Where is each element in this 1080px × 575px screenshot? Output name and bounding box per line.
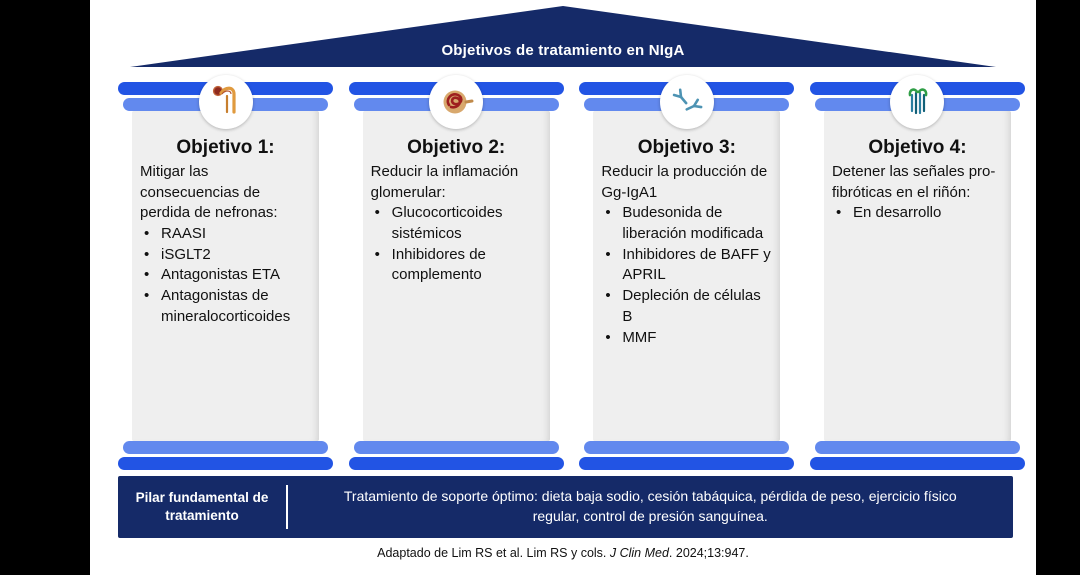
pillar-body [593,111,780,441]
pillar-heading: Objetivo 4: [868,137,967,158]
pillar-base [810,441,1025,470]
bullet-item: • Inhibidores de BAFF y APRIL [601,245,772,286]
base-bar-light [123,441,328,454]
pillar-base [118,441,333,470]
pillar-body [132,111,319,441]
pillar-body [824,111,1011,441]
pillar-base [349,441,564,470]
pillar-bullet-list [832,203,1003,224]
bullet-item: • Depleción de células B [601,286,772,327]
bullet-item: • iSGLT2 [140,245,311,266]
bullet-item: • En desarrollo [832,203,1003,224]
pillar-intro: Detener las señales pro-fibróticas en el riñón: [831,163,996,201]
pillar-heading: Objetivo 2: [407,137,506,158]
foundation-bar [118,476,1013,538]
slide-canvas [90,0,1036,575]
foundation-label: Pilar fundamental de tratamiento [135,489,269,523]
pillar-body [363,111,550,441]
pillar-intro: Mitigar las consecuencias de perdida de nefronas: [140,163,278,222]
base-bar-dark [118,457,333,470]
citation-journal: J Clin Med [609,546,669,560]
pillar-bullet-list [140,224,311,327]
page-title: Objetivos de tratamiento en NIgA [441,42,685,59]
pillar-bullet-list [371,203,542,286]
pillar-base [579,441,794,470]
pillar-heading: Objetivo 3: [637,137,736,158]
pillar-capital [810,82,1025,111]
citation-suffix: . 2024;13:947. [668,546,749,560]
bullet-item: • MMF [601,328,772,349]
pillar-capital [579,82,794,111]
base-bar-dark [349,457,564,470]
base-bar-light [584,441,789,454]
citation-prefix: Adaptado de Lim RS et al. Lim RS y cols. [377,546,610,560]
roof-pediment [90,5,1036,68]
pillar-objetivo-4 [810,82,1025,470]
base-bar-light [815,441,1020,454]
pillar-capital [118,82,333,111]
pillars-row [118,82,1025,470]
bullet-item: • RAASI [140,224,311,245]
bullet-item: • Budesonida de liberación modificada [601,203,772,244]
pillar-objetivo-1 [118,82,333,470]
bullet-item: • Antagonistas de mineralocorticoides [140,286,311,327]
base-bar-dark [810,457,1025,470]
fibrosis-icon [890,75,944,129]
base-bar-light [354,441,559,454]
foundation-text: Tratamiento de soporte óptimo: dieta baja sodio, cesión tabáquica, pérdida de peso, ejercicio físico regular, control de presión sanguínea. [343,488,957,524]
bullet-item: • Inhibidores de complemento [371,245,542,286]
glomerulus-icon [429,75,483,129]
pillar-intro: Reducir la producción de Gg-IgA1 [601,163,768,201]
citation [90,546,1036,560]
bullet-item: • Antagonistas ETA [140,265,311,286]
pillar-bullet-list [601,203,772,348]
pillar-intro: Reducir la inflamación glomerular: [370,163,519,201]
pillar-objetivo-3 [579,82,794,470]
base-bar-dark [579,457,794,470]
pillar-capital [349,82,564,111]
pillar-heading: Objetivo 1: [176,137,275,158]
pillar-objetivo-2 [349,82,564,470]
bullet-item: • Glucocorticoides sistémicos [371,203,542,244]
antibody-icon [660,75,714,129]
nephron-icon [199,75,253,129]
